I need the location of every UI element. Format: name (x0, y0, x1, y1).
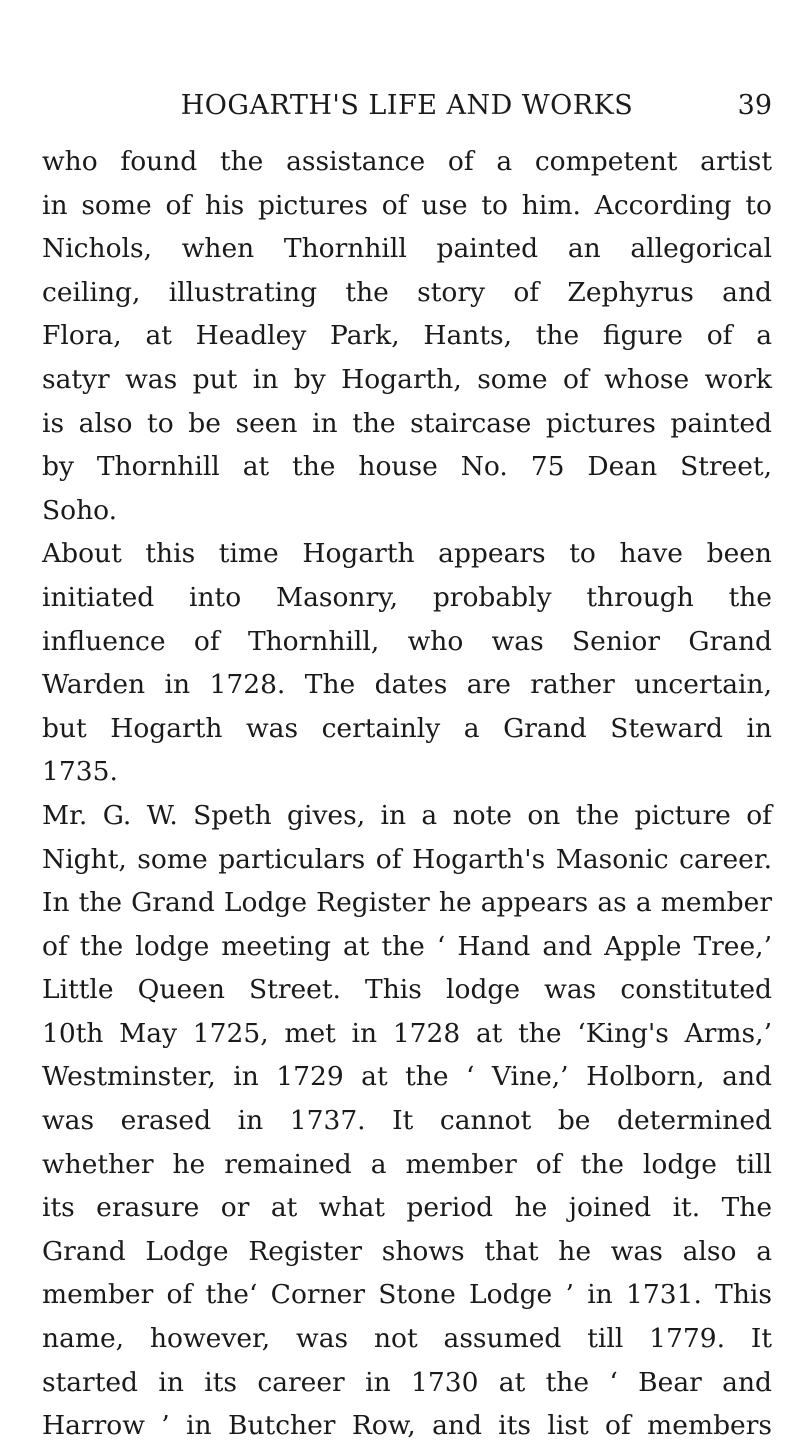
text-line: Harrow ’ in Butcher Row, and its list of members (42, 1410, 772, 1442)
text-line: Grand Lodge Register shows that he was also a (42, 1235, 772, 1267)
text-line: Flora, at Headley Park, Hants, the figure of a (42, 320, 772, 352)
text-line: is also to be seen in the staircase pictures painted (42, 407, 772, 439)
text-line: name, however, was not assumed till 1779. It (42, 1323, 772, 1355)
text-line: Soho. (42, 494, 118, 526)
text-line: who found the assistance of a competent artist (42, 146, 772, 177)
text-line: by Thornhill at the house No. 75 Dean Street, (42, 451, 772, 483)
text-line: influence of Thornhill, who was Senior Grand (42, 625, 772, 657)
text-line: About this time Hogarth appears to have been (42, 538, 772, 570)
text-line: initiated into Masonry, probably through the (42, 581, 772, 613)
text-line: 1735. (42, 756, 118, 788)
page-number: 39 (737, 90, 772, 121)
text-line: started in its career in 1730 at the ‘ Bear and (42, 1366, 772, 1398)
text-line: ceiling, illustrating the story of Zephyrus and (42, 276, 772, 308)
text-line: its erasure or at what period he joined it. The (42, 1192, 772, 1224)
text-line: Night, some particulars of Hogarth's Masonic career. (42, 843, 772, 875)
text-line: Little Queen Street. This lodge was constituted (42, 974, 772, 1006)
text-line: In the Grand Lodge Register he appears as a member (42, 887, 772, 919)
running-head (42, 86, 772, 126)
text-line: Westminster, in 1729 at the ‘ Vine,’ Holborn, and (42, 1061, 772, 1093)
text-line: was erased in 1737. It cannot be determined (42, 1105, 772, 1137)
text-line: satyr was put in by Hogarth, some of whose work (42, 363, 772, 395)
text-line: Mr. G. W. Speth gives, in a note on the picture of (42, 799, 772, 831)
text-line: 10th May 1725, met in 1728 at the ‘King's Arms,’ (42, 1017, 772, 1049)
text-line: but Hogarth was certainly a Grand Steward in (42, 712, 772, 744)
text-line: whether he remained a member of the lodge till (42, 1148, 772, 1180)
running-title: HOGARTH'S LIFE AND WORKS (180, 90, 634, 121)
text-line: Warden in 1728. The dates are rather uncertain, (42, 669, 772, 701)
text-line: member of the‘ Corner Stone Lodge ’ in 1731. This (42, 1279, 772, 1311)
text-line: of the lodge meeting at the ‘ Hand and Apple Tree,’ (42, 930, 772, 962)
body-text (42, 140, 772, 1448)
text-line: in some of his pictures of use to him. According to (42, 189, 772, 221)
text-line: Nichols, when Thornhill painted an allegorical (42, 233, 772, 265)
